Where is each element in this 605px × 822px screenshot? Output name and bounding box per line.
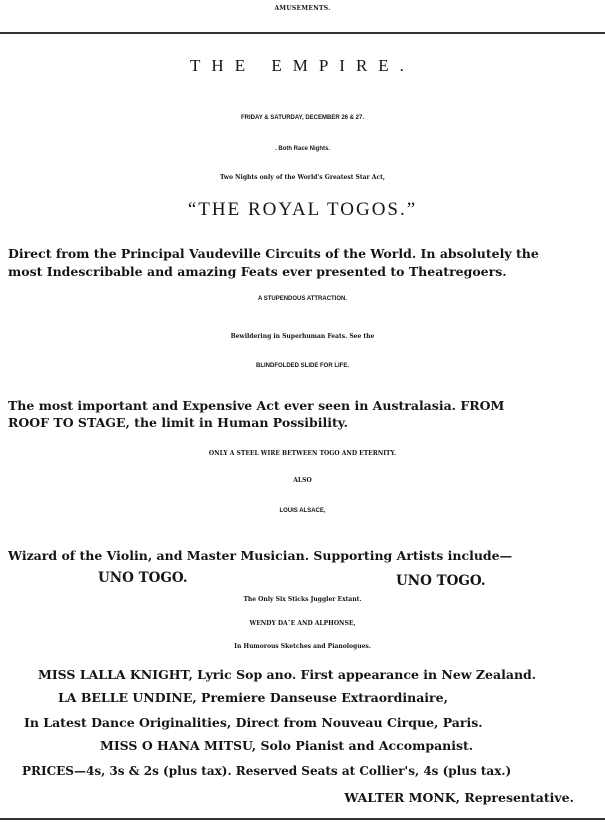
hana-mitsu-line: MISS O HANA MITSU, Solo Pianist and Accompanist. xyxy=(100,738,474,753)
humorous-line: In Humorous Sketches and Pianologues. xyxy=(234,643,371,650)
stupendous-line: A STUPENDOUS ATTRACTION. xyxy=(257,296,348,302)
top-rule xyxy=(0,32,605,34)
uno-togo-left: UNO TOGO. xyxy=(98,570,188,586)
important-line-2: ROOF TO STAGE, the limit in Human Possibility. xyxy=(8,415,348,430)
venue-title: THE EMPIRE. xyxy=(190,56,415,75)
louis-alsace-line: LOUIS ALSACE, xyxy=(279,508,326,514)
steel-wire-line: ONLY A STEEL WIRE BETWEEN TOGO AND ETERNITY. xyxy=(208,450,397,457)
act-title: “THE ROYAL TOGOS.” xyxy=(187,199,418,220)
wendy-line: WENDY DAˆE AND ALPHONSE, xyxy=(249,620,356,627)
also-line: ALSO xyxy=(293,477,312,484)
latest-line: In Latest Dance Originalities, Direct from Nouveau Cirque, Paris. xyxy=(24,715,483,730)
important-line-1: The most important and Expensive Act ever seen in Australasia. FROM xyxy=(8,398,505,413)
belle-undine-line: LA BELLE UNDINE, Premiere Danseuse Extraordinaire, xyxy=(58,690,448,705)
six-sticks-line: The Only Six Sticks Juggler Extant. xyxy=(243,596,362,603)
prices-line: PRICES—4s, 3s & 2s (plus tax). Reserved Seats at Collier's, 4s (plus tax.) xyxy=(22,764,512,778)
bewildering-line: Bewildering in Superhuman Feats. See the xyxy=(230,333,375,340)
section-heading: AMUSEMENTS. xyxy=(274,5,331,12)
dates-line: FRIDAY & SATURDAY, DECEMBER 26 & 27. xyxy=(240,115,365,121)
direct-line-2: most Indescribable and amazing Feats ever presented to Theatregoers. xyxy=(8,264,507,279)
race-nights-line: . Both Race Nights. xyxy=(274,146,330,152)
lalla-knight-line: MISS LALLA KNIGHT, Lyric Sop ano. First appearance in New Zealand. xyxy=(38,667,537,682)
uno-togo-right: UNO TOGO. xyxy=(396,573,486,589)
direct-line-1: Direct from the Principal Vaudeville Circuits of the World. In absolutely the xyxy=(8,246,539,261)
wizard-line: Wizard of the Violin, and Master Musician. Supporting Artists include— xyxy=(8,548,513,563)
two-nights-line: Two Nights only of the World's Greatest Star Act, xyxy=(220,174,385,181)
walter-monk-line: WALTER MONK, Representative. xyxy=(344,790,574,805)
bottom-rule xyxy=(0,818,605,820)
blindfolded-line: BLINDFOLDED SLIDE FOR LIFE. xyxy=(256,363,349,369)
